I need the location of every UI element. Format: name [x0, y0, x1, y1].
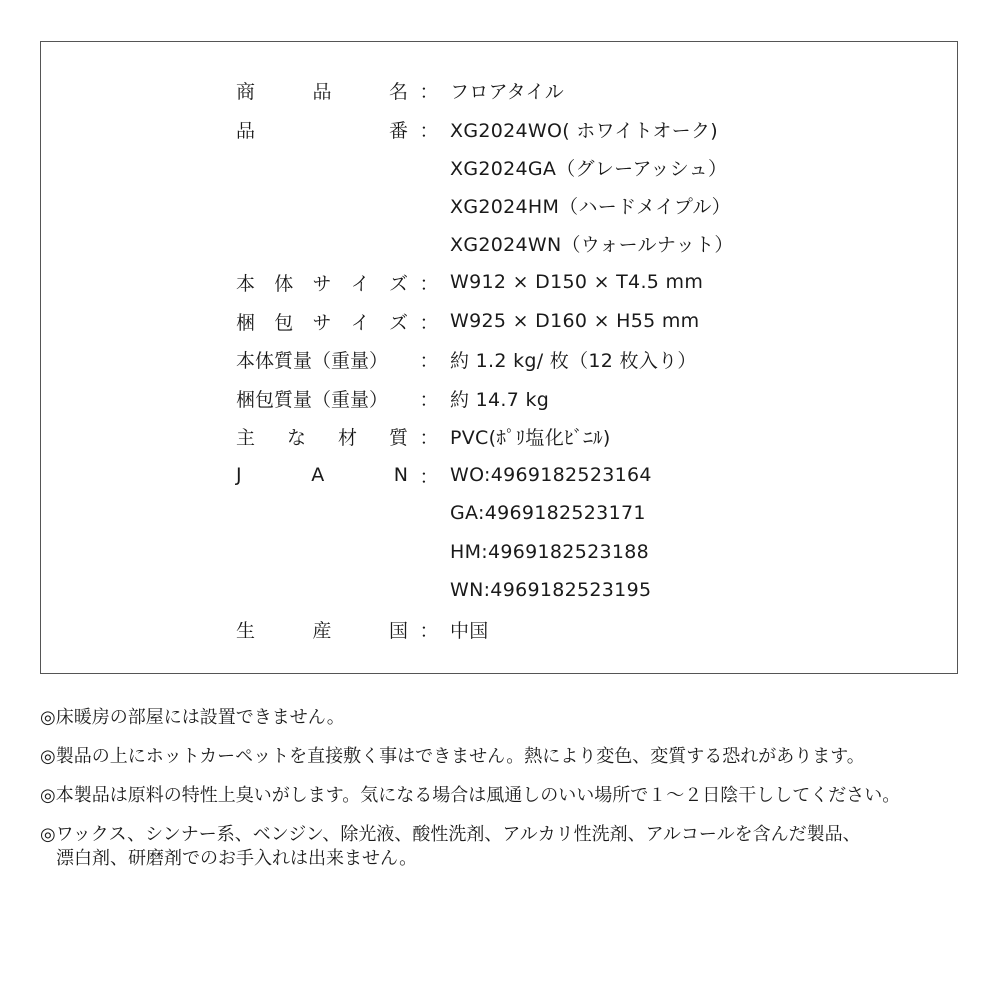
- spec-label: 主 な 材 質: [236, 426, 408, 449]
- spec-label: 本体質量（重量）: [236, 349, 389, 372]
- spec-value: GA:4969182523171: [450, 502, 646, 524]
- spec-value: PVC(ﾎﾟﾘ塩化ﾋﾞﾆﾙ): [450, 426, 611, 449]
- spec-value: XG2024WN（ウォールナット）: [450, 233, 734, 256]
- spec-row-body-size: 本 体 サ イ ズ ： W912 × D150 × T4.5 mm: [236, 267, 703, 297]
- spec-row-name: 商 品 名 ： フロアタイル: [236, 75, 564, 105]
- spec-value: HM:4969182523188: [450, 541, 650, 563]
- spec-row-jan: J A N ： WO:4969182523164: [236, 464, 652, 488]
- spec-label: 本 体 サ イ ズ: [236, 272, 408, 295]
- spec-label: 品 番: [236, 119, 408, 142]
- spec-value: XG2024GA（グレーアッシュ）: [450, 157, 728, 180]
- spec-label: 梱包質量（重量）: [236, 388, 389, 411]
- spec-value: XG2024HM（ハードメイプル）: [450, 195, 731, 218]
- spec-row-body-weight: 本体質量（重量） ： 約 1.2 kg/ 枚（12 枚入り）: [236, 344, 697, 374]
- spec-value: WO:4969182523164: [450, 464, 652, 486]
- spec-value: フロアタイル: [450, 80, 565, 103]
- spec-value: XG2024WO( ホワイトオーク): [450, 119, 718, 142]
- spec-value: W912 × D150 × T4.5 mm: [450, 271, 704, 293]
- note-item: ◎製品の上にホットカーペットを直接敷く事はできません。熱により変色、変質する恐れがあります。: [40, 746, 865, 767]
- spec-row-package-weight: 梱包質量（重量） ： 約 14.7 kg: [236, 383, 549, 413]
- note-item: ◎床暖房の部屋には設置できません。: [40, 707, 345, 728]
- spec-label: J A N: [236, 464, 408, 486]
- spec-value: 約 1.2 kg/ 枚（12 枚入り）: [450, 349, 697, 372]
- spec-label: 生 産 国: [236, 619, 408, 642]
- spec-row-product-no: 品 番 ： XG2024WO( ホワイトオーク): [236, 114, 718, 144]
- spec-value: W925 × D160 × H55 mm: [450, 310, 700, 332]
- spec-label: 梱 包 サ イ ズ: [236, 311, 408, 334]
- spec-row-origin: 生 産 国 ： 中国: [236, 614, 489, 644]
- spec-value: WN:4969182523195: [450, 579, 652, 601]
- spec-label: 商 品 名: [236, 80, 408, 103]
- spec-row-material: 主 な 材 質 ： PVC(ﾎﾟﾘ塩化ﾋﾞﾆﾙ): [236, 421, 611, 451]
- spec-value: 約 14.7 kg: [450, 388, 550, 411]
- note-item: ◎ワックス、シンナー系、ベンジン、除光液、酸性洗剤、アルカリ性洗剤、アルコールを含んだ製品、 漂白剤、研磨剤でのお手入れは出来ません。: [40, 824, 861, 870]
- spec-row-package-size: 梱 包 サ イ ズ ： W925 × D160 × H55 mm: [236, 306, 699, 336]
- note-item: ◎本製品は原料の特性上臭いがします。気になる場合は風通しのいい場所で１～２日陰干ししてください。: [40, 785, 901, 806]
- spec-value: 中国: [450, 619, 489, 642]
